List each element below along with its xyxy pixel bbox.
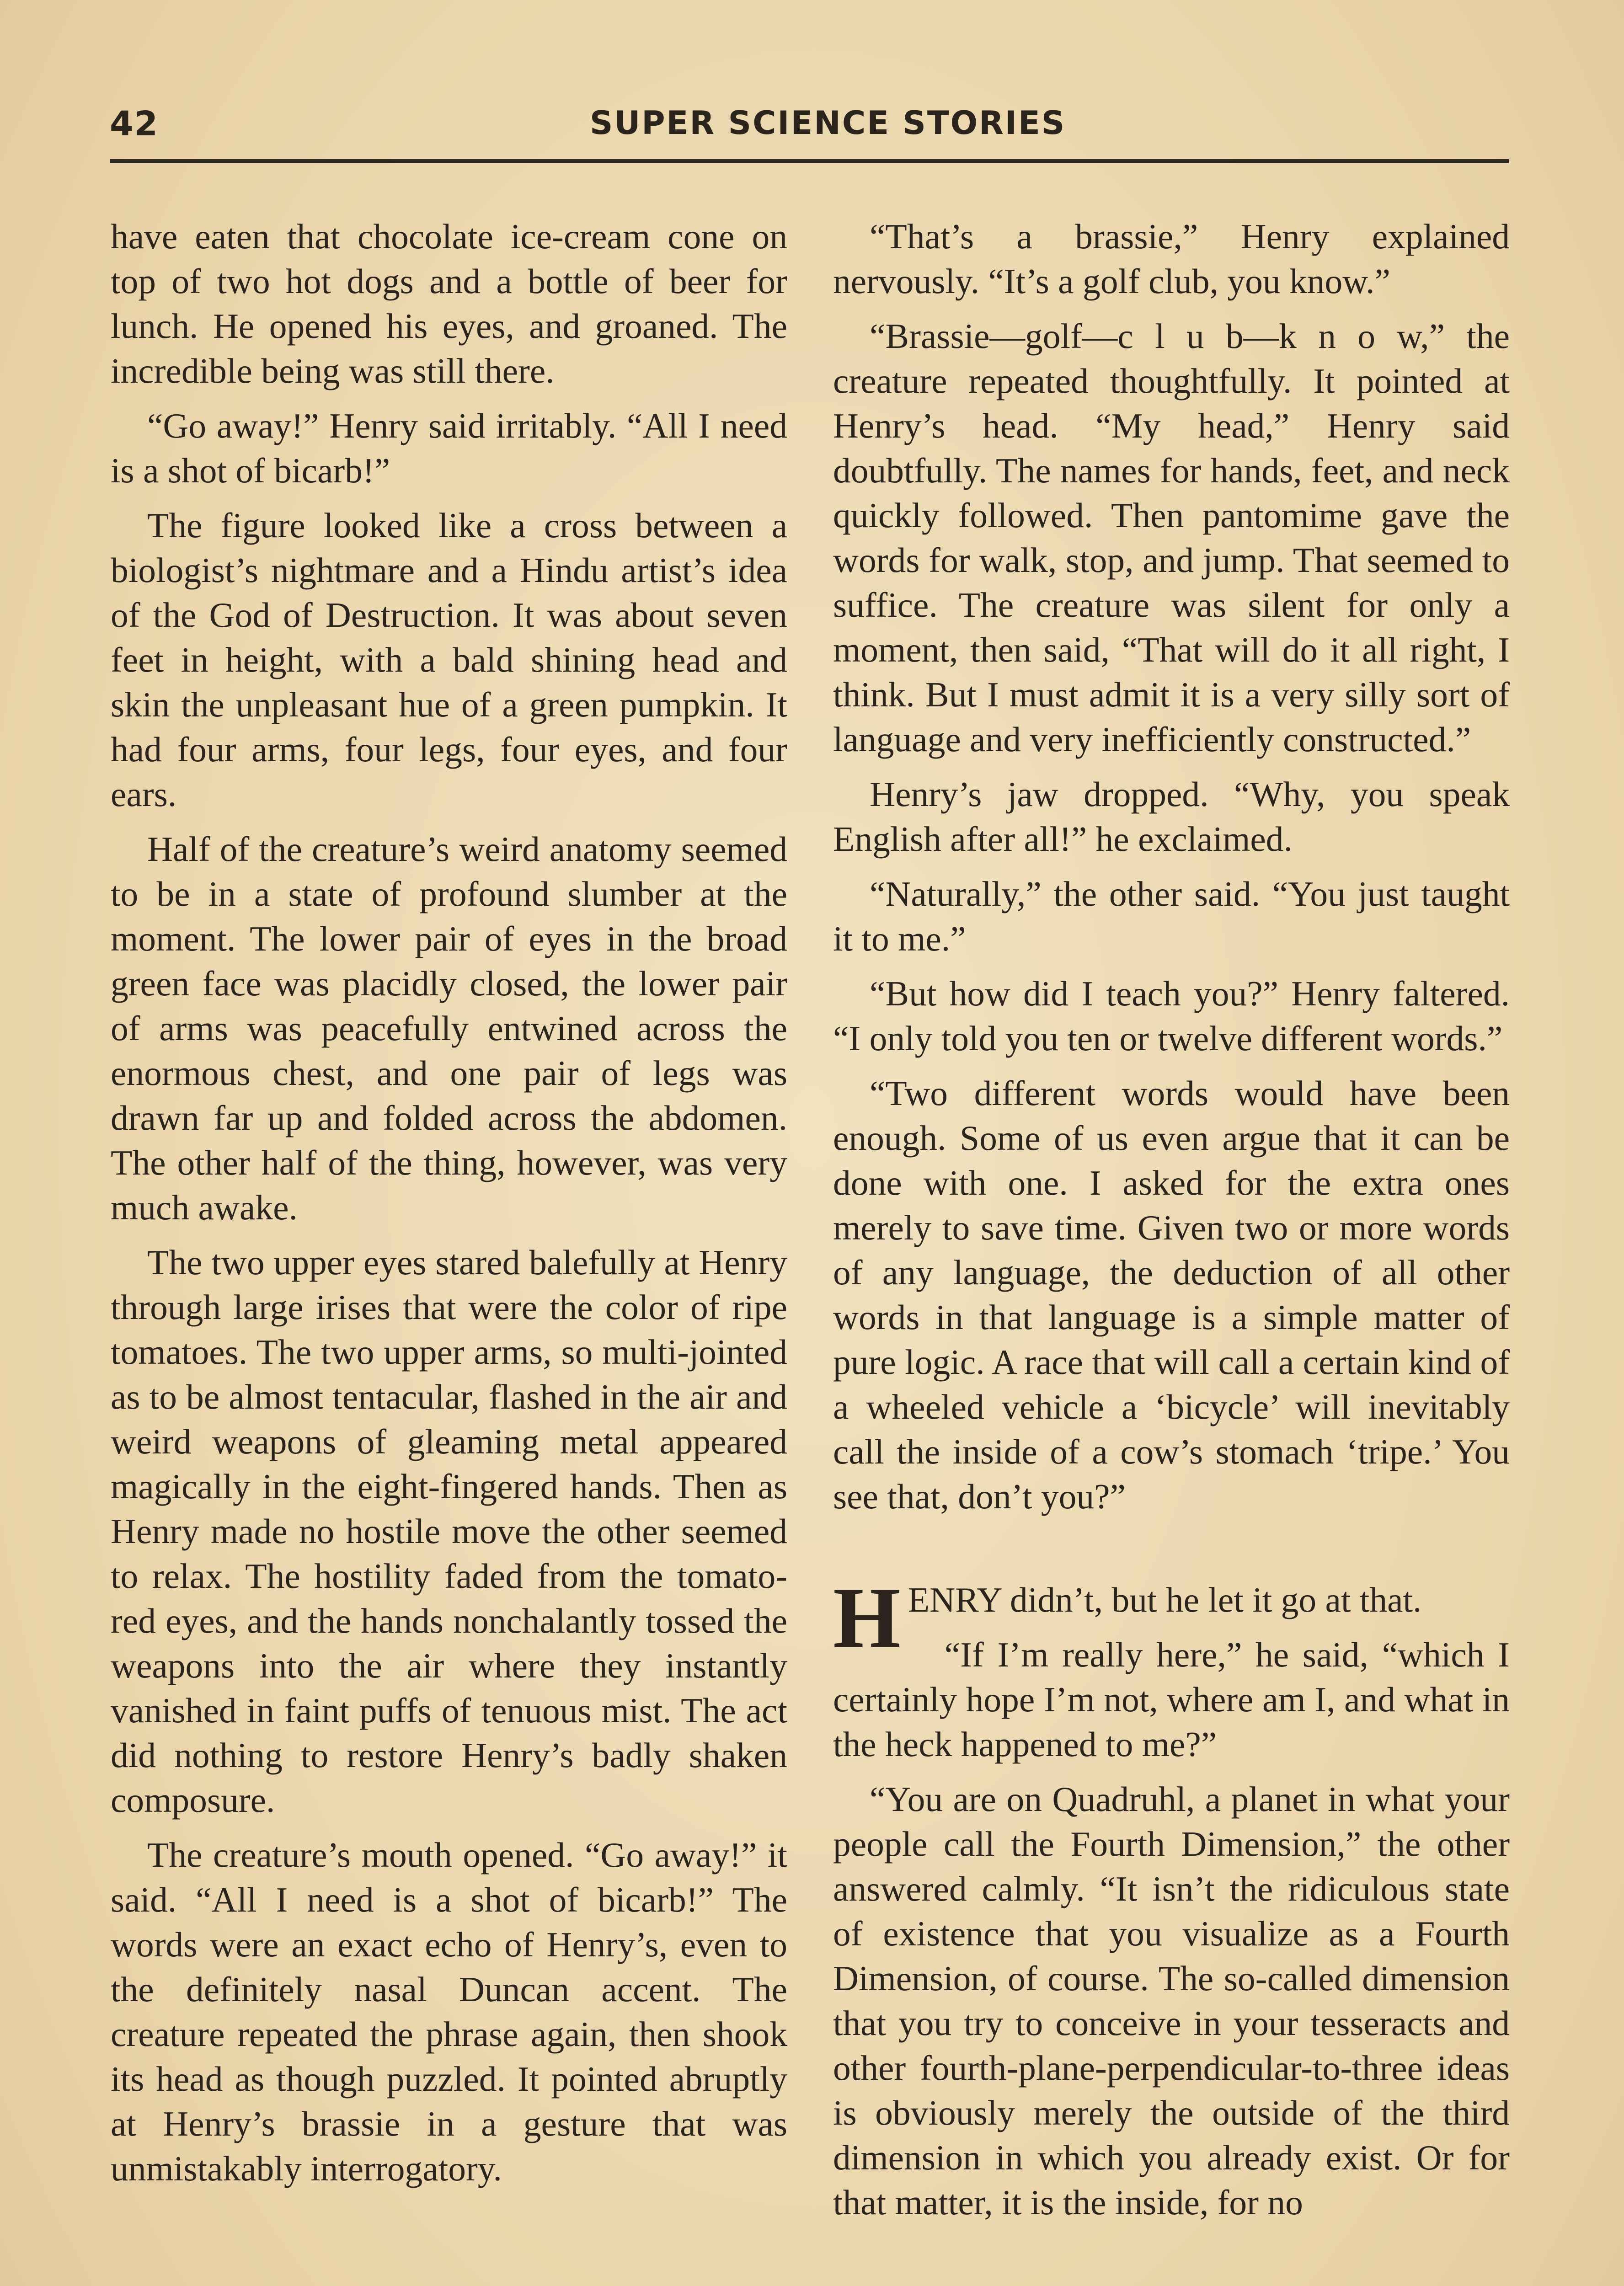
paragraph: “Go away!” Henry said irritably. “All I need is a shot of bicarb!” xyxy=(111,406,787,490)
paragraph: The two upper eyes stared balefully at Henry through large irises that were the color of ripe tomatoes. The two upper arms, so multi-jointed as to be almost tentacular, flashed in the air and weird weapons of gleaming metal appeared magically in the eight-fingered hands. Then as Henry made no hostile move the other seemed to relax. The hostility faded from the tomato-red eyes, and the hands nonchalantly tossed the weapons into the air where they instantly vanished in faint puffs of tenuous mist. The act did nothing to restore Henry’s badly shaken composure. xyxy=(111,1243,787,1820)
paragraph: “That’s a brassie,” Henry explained nervously. “It’s a golf club, you know.” xyxy=(833,217,1510,301)
paragraph: “If I’m really here,” he said, “which I certainly hope I’m not, where am I, and what in the heck happened to me?” xyxy=(833,1635,1510,1764)
paragraph: “Naturally,” the other said. “You just taught it to me.” xyxy=(833,874,1510,958)
left-column xyxy=(111,214,787,2201)
paragraph: “Brassie—golf—c l u b—k n o w,” the creature repeated thoughtfully. It pointed at Henry’s head. “My head,” Henry said doubtfully. The names for hands, feet, and neck quickly followed. Then pantomime gave the words for walk, stop, and jump. That seemed to suffice. The creature was silent for only a moment, then said, “That will do it all right, I think. But I must admit it is a very silly sort of language and very inefficiently constructed.” xyxy=(833,316,1510,759)
paragraph: “You are on Quadruhl, a planet in what your people call the Fourth Dimension,” the other answered calmly. “It isn’t the ridiculous state of existence that you visualize as a Fourth Dimension, of course. The so-called dimension that you try to conceive in your tesseracts and other fourth-plane-perpendicular-to-three ideas is obviously merely the outside of the third dimension in which you already exist. Or for that matter, it is the inside, for no xyxy=(833,1779,1510,2222)
paragraph: The creature’s mouth opened. “Go away!” it said. “All I need is a shot of bicarb!” The words were an exact echo of Henry’s, even to the definitely nasal Duncan accent. The creature repeated the phrase again, then shook its head as though puzzled. It pointed abruptly at Henry’s brassie in a gesture that was unmistakably interrogatory. xyxy=(111,1835,787,2188)
paragraph: have eaten that chocolate ice-cream cone on top of two hot dogs and a bottle of beer for lunch. He opened his eyes, and groaned. The incredible being was still there. xyxy=(111,217,787,390)
paragraph: The figure looked like a cross between a biologist’s nightmare and a Hindu artist’s idea of the God of Destruction. It was about seven feet in height, with a bald shining head and skin the unpleasant hue of a green pumpkin. It had four arms, four legs, four eyes, and four ears. xyxy=(111,506,787,814)
page-header xyxy=(110,104,1509,159)
right-column xyxy=(833,214,1510,2235)
drop-cap-paragraph xyxy=(833,1570,1510,1666)
paragraph: “But how did I teach you?” Henry faltered. “I only told you ten or twelve different words.” xyxy=(833,974,1510,1058)
drop-cap-letter: H xyxy=(833,1570,901,1666)
paragraph: Henry’s jaw dropped. “Why, you speak English after all!” he exclaimed. xyxy=(833,774,1510,859)
running-title: SUPER SCIENCE STORIES xyxy=(590,104,1066,142)
paragraph: “Two different words would have been enough. Some of us even argue that it can be done with one. I asked for the extra ones merely to save time. Given two or more words of any language, the deduction of all other words in that language is a simple matter of pure logic. A race that will call a certain kind of a wheeled vehicle a ‘bicycle’ will inevitably call the inside of a cow’s stomach ‘tripe.’ You see that, don’t you?” xyxy=(833,1074,1510,1516)
page-number: 42 xyxy=(110,104,159,144)
drop-cap-text: ENRY didn’t, but he let it go at that. xyxy=(908,1580,1422,1619)
paragraph: Half of the creature’s weird anatomy seemed to be in a state of profound slumber at the moment. The lower pair of eyes in the broad green face was placidly closed, the lower pair of arms was peacefully entwined across the enormous chest, and one pair of legs was drawn far up and folded across the abdomen. The other half of the thing, however, was very much awake. xyxy=(111,829,787,1227)
header-rule xyxy=(110,159,1509,163)
